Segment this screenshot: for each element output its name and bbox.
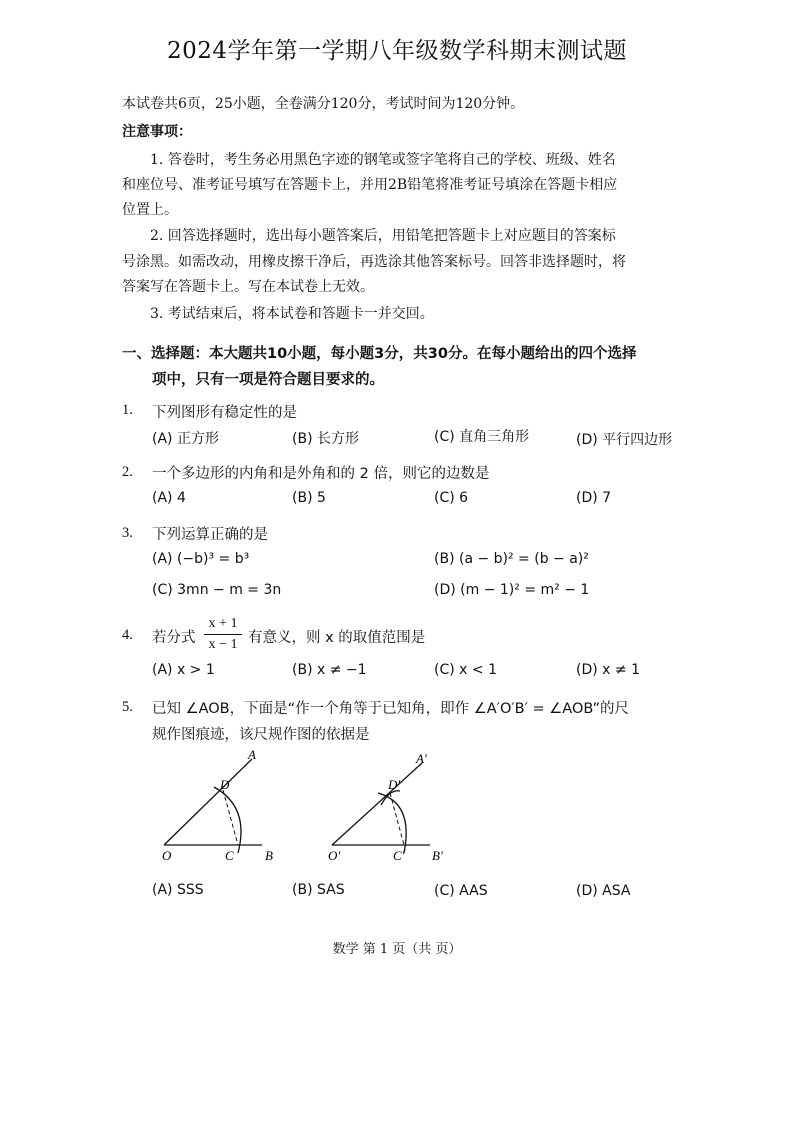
question-5-option-a: (A) SSS xyxy=(152,882,204,898)
label-c: C xyxy=(225,848,234,863)
label-d: D xyxy=(220,777,230,792)
page-title: 2024学年第一学期八年级数学科期末测试题 xyxy=(166,38,628,64)
question-4-stem-suffix: 有意义，则 x 的取值范围是 xyxy=(248,630,426,646)
question-2-option-d: (D) 7 xyxy=(576,490,612,506)
label-a: A xyxy=(248,747,256,762)
question-4-option-b: (B) x ≠ −1 xyxy=(292,662,367,678)
question-4-stem-prefix: 若分式 xyxy=(152,630,196,646)
question-5-option-c: (C) AAS xyxy=(434,883,488,899)
question-2-option-b: (B) 5 xyxy=(292,490,326,506)
question-5-stem-line-1: 已知 ∠AOB，下面是“作一个角等于已知角，即作 ∠A′O′B′ = ∠AOB”的尺 xyxy=(152,701,630,717)
notice-2-line-1: 2. 回答选择题时，选出每小题答案后，用铅笔把答题卡上对应题目的答案标 xyxy=(150,228,616,244)
question-2-option-c: (C) 6 xyxy=(434,490,469,506)
question-3-stem: 下列运算正确的是 xyxy=(152,527,268,543)
question-1-number: 1. xyxy=(122,402,133,418)
question-1-option-b: (B) 长方形 xyxy=(292,431,359,447)
label-b: B xyxy=(265,848,273,863)
question-4-fraction-numerator: x + 1 xyxy=(208,616,238,631)
label-b-prime: B' xyxy=(432,848,443,863)
ray-o-prime-a-prime xyxy=(332,763,422,845)
question-1-option-a: (A) 正方形 xyxy=(152,431,219,447)
question-4-option-d: (D) x ≠ 1 xyxy=(576,662,640,678)
notice-1-line-1: 1. 答卷时，考生务必用黑色字迹的钢笔或签字笔将自己的学校、班级、姓名 xyxy=(150,152,616,168)
label-a-prime: A' xyxy=(416,751,427,766)
question-2-number: 2. xyxy=(122,464,133,480)
question-2-option-a: (A) 4 xyxy=(152,490,186,506)
question-1-stem: 下列图形有稳定性的是 xyxy=(152,405,297,421)
section-1-heading-line-1: 一、选择题：本大题共10小题，每小题3分，共30分。在每小题给出的四个选择 xyxy=(122,346,637,362)
question-4-number: 4. xyxy=(122,627,133,643)
question-2-stem: 一个多边形的内角和是外角和的 2 倍，则它的边数是 xyxy=(152,466,490,482)
question-5-stem-line-2: 规作图痕迹，该尺规作图的依据是 xyxy=(152,727,370,743)
figure-angle-a-prime-o-prime-b-prime xyxy=(318,745,468,870)
figure-angle-aob xyxy=(150,745,290,870)
question-4-option-c: (C) x < 1 xyxy=(434,662,497,678)
question-1-option-d: (D) 平行四边形 xyxy=(576,432,673,448)
page-footer: 数学 第 1 页（共 页） xyxy=(332,942,462,957)
segment-d-prime-c-prime-dashed xyxy=(390,793,404,845)
question-3-option-c: (C) 3mn − m = 3n xyxy=(152,582,282,598)
notice-1-line-2: 和座位号、准考证号填写在答题卡上，并用2B铅笔将准考证号填涂在答题卡相应 xyxy=(122,177,618,193)
label-o-prime: O' xyxy=(328,848,341,863)
question-4-fraction-bar xyxy=(204,634,242,635)
notice-1-line-3: 位置上。 xyxy=(122,202,178,218)
question-3-number: 3. xyxy=(122,525,133,541)
notice-2-line-3: 答案写在答题卡上。写在本试卷上无效。 xyxy=(122,279,374,295)
question-1-option-c: (C) 直角三角形 xyxy=(434,429,530,445)
notice-3-line-1: 3. 考试结束后，将本试卷和答题卡一并交回。 xyxy=(150,306,434,322)
notice-heading: 注意事项： xyxy=(122,124,192,140)
question-5-option-b: (B) SAS xyxy=(292,882,345,898)
question-3-option-b: (B) (a − b)² = (b − a)² xyxy=(434,551,589,567)
intro-text: 本试卷共6页，25小题，全卷满分120分，考试时间为120分钟。 xyxy=(122,96,525,112)
question-4-fraction-denominator: x − 1 xyxy=(208,637,238,652)
label-o: O xyxy=(162,848,172,863)
segment-dc-dashed xyxy=(223,790,238,845)
notice-2-line-2: 号涂黑。如需改动，用橡皮擦干净后，再选涂其他答案标号。回答非选择题时，将 xyxy=(122,254,626,270)
label-d-prime: D' xyxy=(388,777,401,792)
question-3-option-a: (A) (−b)³ = b³ xyxy=(152,551,250,567)
question-5-number: 5. xyxy=(122,699,133,715)
arc-dc xyxy=(214,787,241,853)
ray-oa xyxy=(164,759,252,845)
section-1-heading-line-2: 项中，只有一项是符合题目要求的。 xyxy=(152,372,384,388)
label-c-prime: C' xyxy=(393,848,405,863)
question-3-option-d: (D) (m − 1)² = m² − 1 xyxy=(434,582,590,598)
question-4-option-a: (A) x > 1 xyxy=(152,662,215,678)
question-5-option-d: (D) ASA xyxy=(576,883,631,899)
